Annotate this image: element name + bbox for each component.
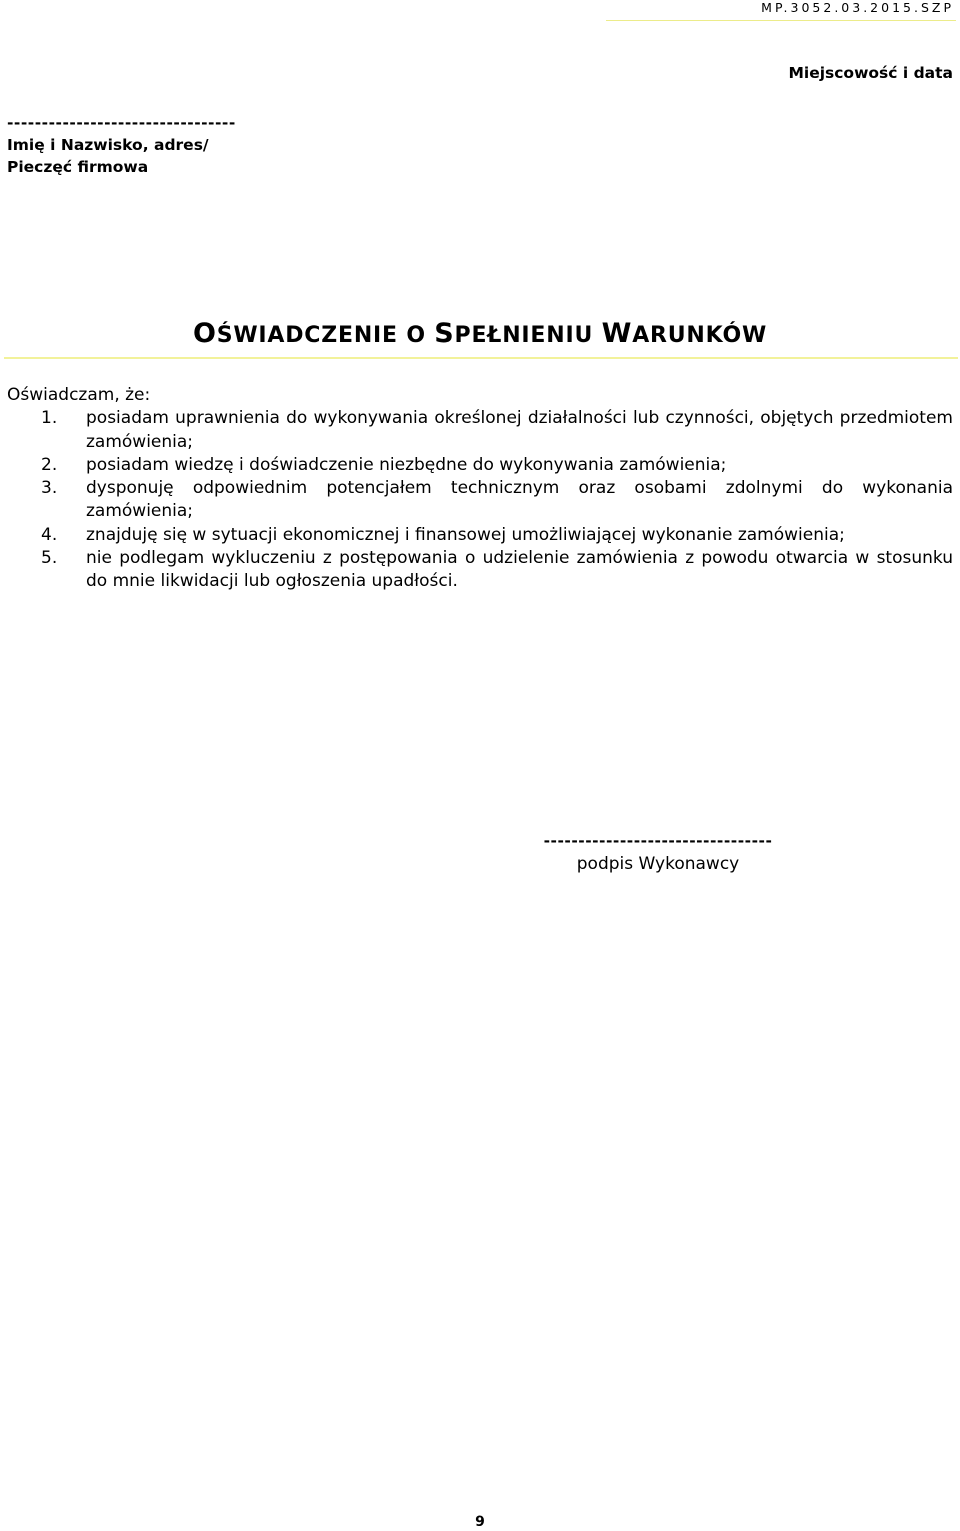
- page-number: 9: [475, 1514, 485, 1530]
- list-item-number: 3.: [41, 478, 58, 499]
- title-word1-cap: O: [192, 318, 217, 349]
- title-word3-rest: PEŁNIENIU: [454, 323, 594, 348]
- list-item: [7, 547, 953, 594]
- list-item-text: dysponuję odpowiednim potencjałem technicznym oraz osobami zdolnymi do wykonania zamówienia;: [86, 478, 953, 522]
- title-rule: [4, 357, 958, 359]
- sender-name-address-label: Imię i Nazwisko, adres/: [7, 136, 209, 154]
- signature-dashes: ---------------------------------: [543, 832, 773, 850]
- list-item: [7, 454, 953, 477]
- list-item-text: znajduję się w sytuacji ekonomicznej i finansowej umożliwiającej wykonanie zamówienia;: [86, 524, 845, 545]
- list-item-number: 5.: [41, 548, 58, 569]
- list-item-text: nie podlegam wykluczeniu z postępowania o udzielenie zamówienia z powodu otwarcia w stosunku do mnie likwidacji lub ogłoszenia upadłości.: [86, 548, 953, 592]
- declaration-intro: Oświadczam, że:: [7, 385, 151, 405]
- sender-stamp-label: Pieczęć firmowa: [7, 158, 149, 176]
- declaration-list: [7, 407, 953, 593]
- header-reference-code: MP.3052.03.2015.SZP: [761, 0, 954, 15]
- title-word4-rest: ARUNKÓW: [632, 323, 768, 348]
- title-word4-cap: W: [601, 318, 633, 349]
- list-item-text: posiadam uprawnienia do wykonywania określonej działalności lub czynności, objętych przedmiotem zamówienia;: [86, 408, 953, 452]
- title-word2: O: [406, 323, 426, 348]
- list-item-number: 4.: [41, 524, 58, 545]
- list-item-text: posiadam wiedzę i doświadczenie niezbędne do wykonywania zamówienia;: [86, 454, 727, 475]
- document-title: [0, 318, 960, 349]
- list-item-number: 2.: [41, 454, 58, 475]
- list-item: [7, 407, 953, 454]
- header-rule: [606, 20, 956, 21]
- list-item: [7, 477, 953, 524]
- signature-block: [531, 830, 785, 876]
- sender-dashes: ---------------------------------: [7, 114, 236, 132]
- declaration-body: [7, 384, 953, 594]
- sender-block: [7, 112, 236, 178]
- signature-label: podpis Wykonawcy: [576, 854, 740, 874]
- place-date-label: Miejscowość i data: [788, 64, 953, 82]
- title-word1-rest: ŚWIADCZENIE: [216, 323, 398, 348]
- list-item-number: 1.: [41, 408, 58, 429]
- title-word3-cap: S: [434, 318, 455, 349]
- list-item: [7, 524, 953, 547]
